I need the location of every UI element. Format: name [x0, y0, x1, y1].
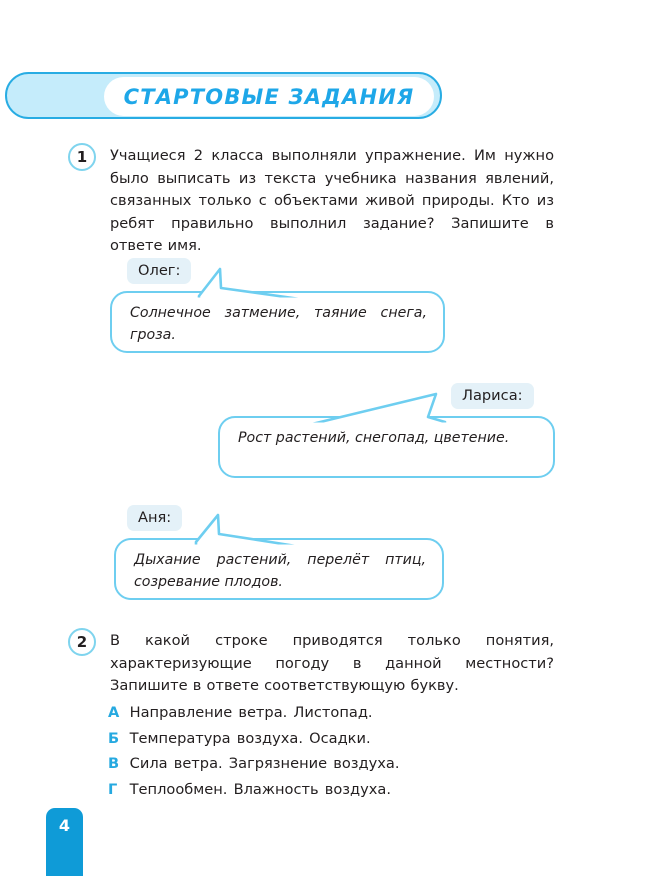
- bubble-body-larisa: [218, 416, 555, 478]
- option-label-b: Температура воздуха. Осадки.: [129, 729, 371, 747]
- answer-option-a[interactable]: [108, 700, 548, 726]
- option-label-v: Сила ветра. Загрязнение воздуха.: [129, 755, 400, 772]
- task-1-number: 1: [68, 143, 96, 171]
- speech-bubble-oleg: [110, 258, 470, 363]
- speaker-name-larisa: Лариса:: [451, 383, 534, 409]
- bubble-body-oleg: [110, 291, 445, 353]
- option-label-a: Направление ветра. Листопад.: [129, 704, 373, 721]
- option-letter-a: А: [108, 704, 120, 721]
- bubble-text-anya: Дыхание растений, перелёт птиц, созревание плодов.: [134, 552, 426, 590]
- speaker-name-anya: Аня:: [127, 505, 182, 531]
- task-2-text: В какой строке приводятся только понятия, характеризующие погоду в данной местности? Запишите в ответе соответствующую букву.: [110, 632, 554, 695]
- speaker-name-oleg: Олег:: [127, 258, 191, 284]
- option-label-g: Теплообмен. Влажность воздуха.: [129, 780, 391, 798]
- bubble-text-larisa: Рост растений, снегопад, цветение.: [238, 430, 510, 446]
- bubble-text-oleg: Солнечное затмение, таяние снега, гроза.: [130, 305, 427, 343]
- task-1-text: Учащиеся 2 класса выполняли упражнение. Им нужно было выписать из текста учебника названия явлений, связанных только с объектами живой природы. Кто из ребят правильно выполнил задание? Запишите в ответе имя.: [110, 147, 554, 255]
- speech-bubble-larisa: [218, 383, 570, 488]
- page-number-tab: [46, 808, 83, 876]
- bubble-body-anya: [114, 538, 444, 600]
- option-letter-v: В: [108, 755, 120, 772]
- page-number: 4: [58, 816, 71, 835]
- option-letter-g: Г: [108, 780, 118, 798]
- task-2-number: 2: [68, 628, 96, 656]
- page-title: СТАРТОВЫЕ ЗАДАНИЯ: [123, 84, 415, 109]
- section-header-banner: [5, 72, 442, 119]
- section-header-pill: [104, 77, 434, 116]
- speech-bubble-anya: [114, 505, 466, 605]
- answer-option-v[interactable]: [108, 751, 548, 777]
- answer-option-g[interactable]: [108, 777, 548, 803]
- option-letter-b: Б: [108, 729, 120, 747]
- answer-option-b[interactable]: [108, 726, 548, 752]
- answer-options-list: [108, 700, 548, 802]
